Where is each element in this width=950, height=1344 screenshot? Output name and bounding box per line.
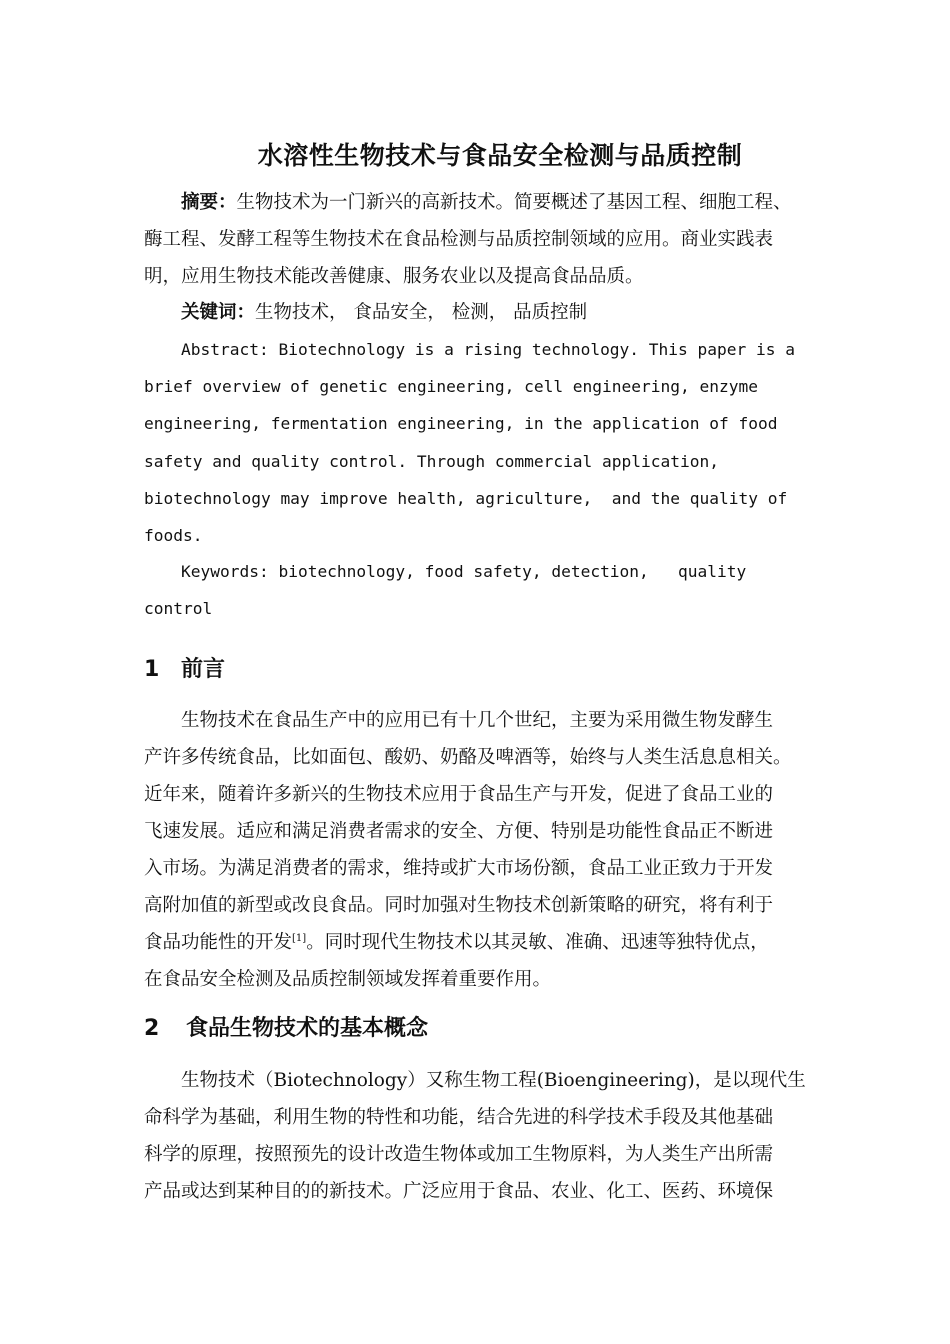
- section-2-heading: [144, 1014, 428, 1044]
- section-1-title: 前言: [181, 657, 226, 682]
- s1-line-4: 飞速发展。适应和满足消费者需求的安全、方便、特别是功能性食品正不断进: [144, 821, 774, 842]
- keywords-en-line-1: Keywords: biotechnology, food safety, detection, quality: [181, 562, 747, 581]
- s2-line-3: 科学的原理，按照预先的设计改造生物体或加工生物原料，为人类生产出所需: [144, 1144, 774, 1165]
- s1-cite-before: 食品功能性的开发: [144, 932, 293, 953]
- abstract-line-3: 明，应用生物技术能改善健康、服务农业以及提高食品品质。: [144, 266, 644, 287]
- keywords-text: 生物技术， 食品安全， 检测， 品质控制: [255, 302, 588, 323]
- abstract-en-line-1: Abstract: Biotechnology is a rising technology. This paper is a: [181, 340, 795, 359]
- abstract-en-line-3: engineering, fermentation engineering, in the application of food: [144, 414, 778, 433]
- paper-title: 水溶性生物技术与食品安全检测与品质控制: [257, 141, 743, 170]
- keywords-cn: [181, 294, 849, 331]
- s1-cite-after: 。同时现代生物技术以其灵敏、准确、迅速等独特优点，: [306, 932, 769, 953]
- section-2-title: 食品生物技术的基本概念: [186, 1016, 429, 1041]
- s1-line-2: 产许多传统食品，比如面包、酸奶、奶酪及啤酒等，始终与人类生活息息相关。: [144, 747, 792, 768]
- s1-line-8: 在食品安全检测及品质控制领域发挥着重要作用。: [144, 969, 552, 990]
- keywords-en-line-2: control: [144, 599, 213, 618]
- s1-line-1: 生物技术在食品生产中的应用已有十几个世纪，主要为采用微生物发酵生: [181, 710, 774, 731]
- abstract-en-line-5: biotechnology may improve health, agriculture, and the quality of: [144, 489, 788, 508]
- section-1-heading: [144, 655, 225, 685]
- abstract-line-2: 酶工程、发酵工程等生物技术在食品检测与品质控制领域的应用。商业实践表: [144, 229, 774, 250]
- s2-line-4: 产品或达到某种目的的新技术。广泛应用于食品、农业、化工、医药、环境保: [144, 1181, 774, 1202]
- abstract-en-line-2: brief overview of genetic engineering, cell engineering, enzyme: [144, 377, 758, 396]
- s1-line-7: [144, 924, 812, 961]
- keywords-label: 关键词：: [181, 302, 256, 323]
- s1-line-3: 近年来，随着许多新兴的生物技术应用于食品生产与开发，促进了食品工业的: [144, 784, 774, 805]
- s2-line-1: 生物技术（Biotechnology）又称生物工程(Bioengineering)，是以现代生: [181, 1070, 806, 1091]
- s2-line-2: 命科学为基础，利用生物的特性和功能，结合先进的科学技术手段及其他基础: [144, 1107, 774, 1128]
- section-1-number: 1: [144, 657, 160, 682]
- section-2-number: 2: [144, 1016, 160, 1041]
- s1-line-6: 高附加值的新型或改良食品。同时加强对生物技术创新策略的研究，将有利于: [144, 895, 774, 916]
- abstract-label: 摘要：: [181, 192, 237, 213]
- abstract-en-line-4: safety and quality control. Through commercial application,: [144, 452, 719, 471]
- abstract-en-line-6: foods.: [144, 526, 203, 545]
- abstract-line-1: 生物技术为一门新兴的高新技术。简要概述了基因工程、细胞工程、: [236, 192, 792, 213]
- citation-ref: [1]: [292, 933, 307, 944]
- s1-line-5: 入市场。为满足消费者的需求，维持或扩大市场份额，食品工业正致力于开发: [144, 858, 774, 879]
